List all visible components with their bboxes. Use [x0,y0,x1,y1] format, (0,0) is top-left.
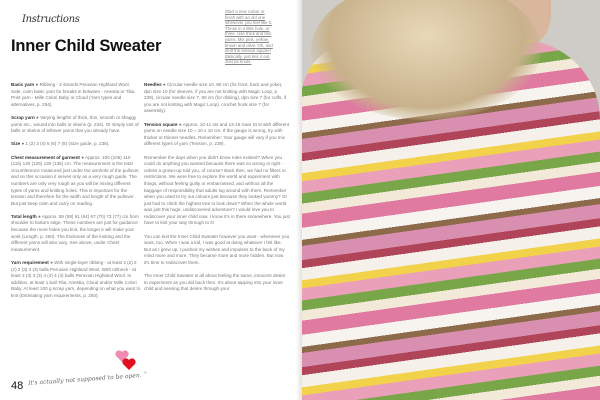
paragraph-label: Needles [144,82,162,87]
side-note: Start a new colour or finish with an old one whenever you feel like it. Throw in a little hole, or three. Use thick and thin yarns. Mix pink, yellow, brown and olive. Oh, and stuff the tension square! Basically, just knit it out. Just be knots. [225,9,273,65]
paragraph: Tension square ● Approx. 10-11 sts and 13-15 rows St st with different yarns on needle size 10 = 10 x 10 cm. If the gauge is wrong, try with thicker or thinner needles. Remember: Your gauge will vary if you mix different types of yarn (Tension, p. 239). [144,121,289,147]
paragraph-label: Tension square [144,121,178,127]
paragraph-text: You can knit the Inner Child Sweater however you want - whenever you want, too. When I was a kid, I was good at doing whatever I felt like. But as I grew up, I pushed my wishes and impulses to the back of my mind more and more. They became more and more hidden. But now it's time to rediscover them. [144,233,290,266]
paragraph: Needles ● Circular needle size 10, 80 cm (for front, back and yoke), dpn size 10 (for sleeves, if you are not knitting with Magic Loop, p. 239), circular needle size 7, 60 cm (for ribbing), dpn size 7 (for cuffs, if you are not knitting with Magic Loop), crochet hook size 7 (for assembly). [144,82,287,114]
paragraph-text: The Inner Child Sweater is all about feeling the same, innocent desire to experiment as you did back then. It's about tapping into your inner child and sensing that desire through your [144,273,286,292]
paragraph-text: Remember the days when you didn't know rules existed? When you could do anything you wanted because there was no wrong or right - unless a grown-up told you, of course? Back then, we had no filters or restrictions. We were free to explore the world and experiment with things, without feeling guilty or embarrassed, and without all the baggage of responsibility that adults lug around with them. Remember when you used to try out colours just because they looked yummy? Or just had to climb the highest tree to look down? When the whole world was just this huge, undiscovered adventure? I would love you to rediscover your inner child now. I know it's in there somewhere. You just have to knit your way through to it! [144,154,290,226]
right-column [144,82,290,300]
paragraph-text: Varying lengths of thick, thin, smooth or shaggy yarns etc., wound into balls or skeins (p. 234). Or simply lots of balls or skeins of leftover yarns that you already have. [11,114,139,134]
paragraph-label: Scrap yarn [11,114,35,120]
paragraph-text: Approx. 10-11 sts and 13-15 rows St st with different yarns on needle size 10 = 10 x 10 cm. If the gauge is wrong, try with thicker or thinner needles. Remember: Your gauge will vary if you mix different types of yarn (Tension, p. 239). [144,121,289,147]
paragraph-text: Circular needle size 10, 80 cm (for front, back and yoke), dpn size 10 (for sleeves, if you are not knitting with Magic Loop, p. 239), circular needle size 7, 60 cm (for ribbing), dpn size 7 (for cuffs, if you are not knitting with Magic Loop), crochet hook size 7 (for assembly). [144,82,287,114]
heart-red-icon [122,358,136,370]
paragraph: Size ● 1 (2) 3 (4) 5 (6) 7 (8) (Size guide, p. 238). [11,141,110,147]
paragraph: Basic yarn ● Ribbing - 2 strands Peruvian Highland Wool. Safe, calm basic yarn for breaks in between - Anestia or Tilia. Print yarn - Mille Colori Baby or Cloud (Yarn types and alternatives, p. 254). [11,82,136,107]
paragraph [144,234,290,267]
paragraph-label: Total length [11,213,37,219]
sweater-photo [301,0,600,400]
page-number: 48 [11,380,24,392]
paragraph-text: Approx. 100 (105) 110 (115) 120 (125) 130 (135) cm. The measurement is the total circumference measured just under the armhole of the pullover, and on this occasion it serves only as a very rough guide. The numbers are only very rough as you will be mixing different types of yarns and knitting holes. This is important for the tension and therefore for the width and length of the pullover. But just keep calm and carry on reading. [11,154,140,206]
paragraph: Scrap yarn ● Varying lengths of thick, thin, smooth or shaggy yarns etc., wound into balls or skeins (p. 234). Or simply lots of balls or skeins of leftover yarns that you already have. [11,114,139,134]
page-title: Inner Child Sweater [11,37,162,55]
paragraph-label: Basic yarn [11,82,35,87]
paragraph-text: Approx. 55 (58) 61 (64) 67 (70) 73 (77) cm from shoulder to bottom edge. These numbers are just for guidance because the more holes you knit, the longer it will make your work (Length, p. 250). The thickness of the knitting and the different yarns will also vary. See above, under Chest measurement. [11,213,139,252]
paragraph-text: Ribbing - 2 strands Peruvian Highland Wool. Safe, calm basic yarn for breaks in between - Anestia or Tilia. Print yarn - Mille Colori Baby or Cloud (Yarn types and alternatives, p. 254). [11,82,136,107]
paragraph: Chest measurement of garment ● Approx. 100 (105) 110 (115) 120 (125) 130 (135) cm. The measurement is the total circumference measured just under the armhole of the pullover, and on this occasion it serves only as a very rough guide. The numbers are only very rough as you will be mixing different types of yarns and knitting holes. This is important for the tension and therefore for the width and length of the pullover. But just keep calm and carry on reading. [11,154,140,206]
paragraph-label: Chest measurement of garment [11,154,80,160]
tagline: It's actually not supposed to be open. [27,372,142,387]
paragraph: Yarn requirement ● With single-layer ribbing - at least 2 (2) 2 (2) 2 (3) 3 (3) balls Peruvian Highland Wool. With rollneck - at least 3 (3) 3 (3) 4 (4) 4 (4) balls Peruvian Highland Wool. In addition, at least 1 ball Tilia, Anestia, Cloud and/or Mille Colori Baby. At least 100 g scrap yarn, depending on what you want to knit (Estimating yarn requirements, p. 250). [11,260,141,298]
paragraph [144,273,290,293]
paragraph-text: 1 (2) 3 (4) 5 (6) 7 (8) (Size guide, p. 238). [25,141,110,147]
left-column [11,82,141,306]
paragraph-label: Size [11,141,21,147]
paragraph: Total length ● Approx. 55 (58) 61 (64) 67 (70) 73 (77) cm from shoulder to bottom edge. These numbers are just for guidance because the more holes you knit, the longer it will make your work (Length, p. 250). The thickness of the knitting and the different yarns will also vary. See above, under Chest measurement. [11,213,139,252]
paragraph-text: With single-layer ribbing - at least 2 (2) 2 (2) 2 (3) 3 (3) balls Peruvian Highland Wool. With rollneck - at least 3 (3) 3 (3) 4 (4) 4 (4) balls Peruvian Highland Wool. In addition, at least 1 ball Tilia, Anestia, Cloud and/or Mille Colori Baby. At least 100 g scrap yarn, depending on what you want to knit (Estimating yarn requirements, p. 250). [11,260,141,298]
section-script-heading: Instructions [22,14,80,25]
paragraph-label: Yarn requirement [11,260,49,266]
continue-arrow: » [144,370,147,376]
paragraph [144,155,290,228]
book-gutter [296,0,302,400]
